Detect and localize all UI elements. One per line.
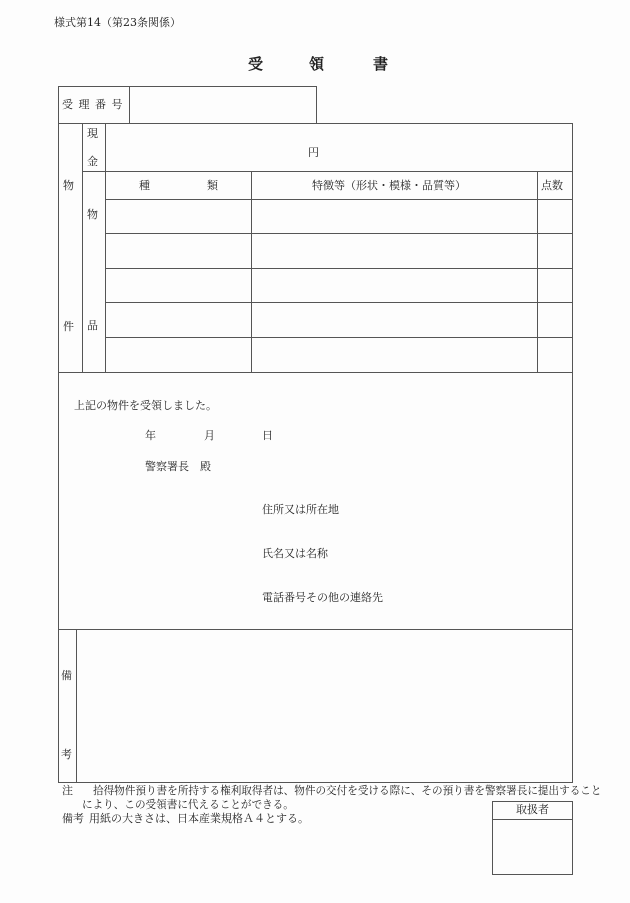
cash-unit: 円 <box>308 146 319 159</box>
goods-row-3-features[interactable] <box>252 269 537 302</box>
goods-row-1-type[interactable] <box>106 200 251 233</box>
property-label-top: 物 <box>63 179 74 192</box>
remark-text: 用紙の大きさは、日本産業規格Ａ４とする。 <box>89 812 309 825</box>
month-label: 月 <box>204 429 215 442</box>
handler-field[interactable] <box>493 820 572 874</box>
goods-row-2-features[interactable] <box>252 234 537 268</box>
column-header-features: 特徴等（形状・模様・品質等） <box>312 179 466 192</box>
column-header-type-a: 種 <box>139 179 150 192</box>
handler-label: 取扱者 <box>516 803 549 816</box>
goods-row-3-count[interactable] <box>538 269 572 302</box>
reception-number-field[interactable] <box>130 87 316 123</box>
goods-row-1-features[interactable] <box>252 200 537 233</box>
goods-row-4-type[interactable] <box>106 303 251 337</box>
note-line-2: により、この受領書に代えることができる。 <box>82 799 294 811</box>
phone-label: 電話番号その他の連絡先 <box>262 591 383 604</box>
form-number: 様式第14（第23条関係） <box>54 16 181 29</box>
title-char-1: 受 <box>248 55 264 73</box>
goods-row-1-count[interactable] <box>538 200 572 233</box>
receipt-statement: 上記の物件を受領しました。 <box>74 399 217 412</box>
day-label: 日 <box>262 429 273 442</box>
remarks-label-top: 備 <box>61 669 72 682</box>
goods-row-2-count[interactable] <box>538 234 572 268</box>
goods-row-3-type[interactable] <box>106 269 251 302</box>
year-label: 年 <box>145 429 156 442</box>
remarks-label-bottom: 考 <box>61 748 72 761</box>
goods-row-4-count[interactable] <box>538 303 572 337</box>
divider <box>58 372 572 373</box>
address-label: 住所又は所在地 <box>262 503 339 516</box>
goods-row-2-type[interactable] <box>106 234 251 268</box>
divider <box>82 123 83 372</box>
cash-label-top: 現 <box>87 127 98 140</box>
title-char-3: 書 <box>373 55 389 73</box>
title-char-2: 領 <box>309 55 325 73</box>
note-line-1: 拾得物件預り書を所持する権利取得者は、物件の交付を受ける際に、その預り書を警察署長に提出すること <box>93 785 602 797</box>
property-label-bottom: 件 <box>63 320 74 333</box>
cash-amount-field[interactable] <box>106 124 306 171</box>
goods-row-5-count[interactable] <box>538 338 572 372</box>
remark-prefix: 備考 <box>62 812 84 825</box>
divider <box>82 171 572 172</box>
column-header-count: 点数 <box>541 179 563 192</box>
cash-label-bottom: 金 <box>87 155 98 168</box>
note-prefix: 注 <box>62 784 73 797</box>
name-label: 氏名又は名称 <box>262 547 328 560</box>
goods-row-4-features[interactable] <box>252 303 537 337</box>
addressee: 警察署長 殿 <box>145 460 211 473</box>
goods-label-bottom: 品 <box>87 319 98 332</box>
goods-row-5-type[interactable] <box>106 338 251 372</box>
goods-row-5-features[interactable] <box>252 338 537 372</box>
column-header-type-b: 類 <box>207 179 218 192</box>
goods-label-top: 物 <box>87 208 98 221</box>
remarks-field[interactable] <box>77 630 572 782</box>
reception-number-label: 受 理 番 号 <box>62 98 124 111</box>
